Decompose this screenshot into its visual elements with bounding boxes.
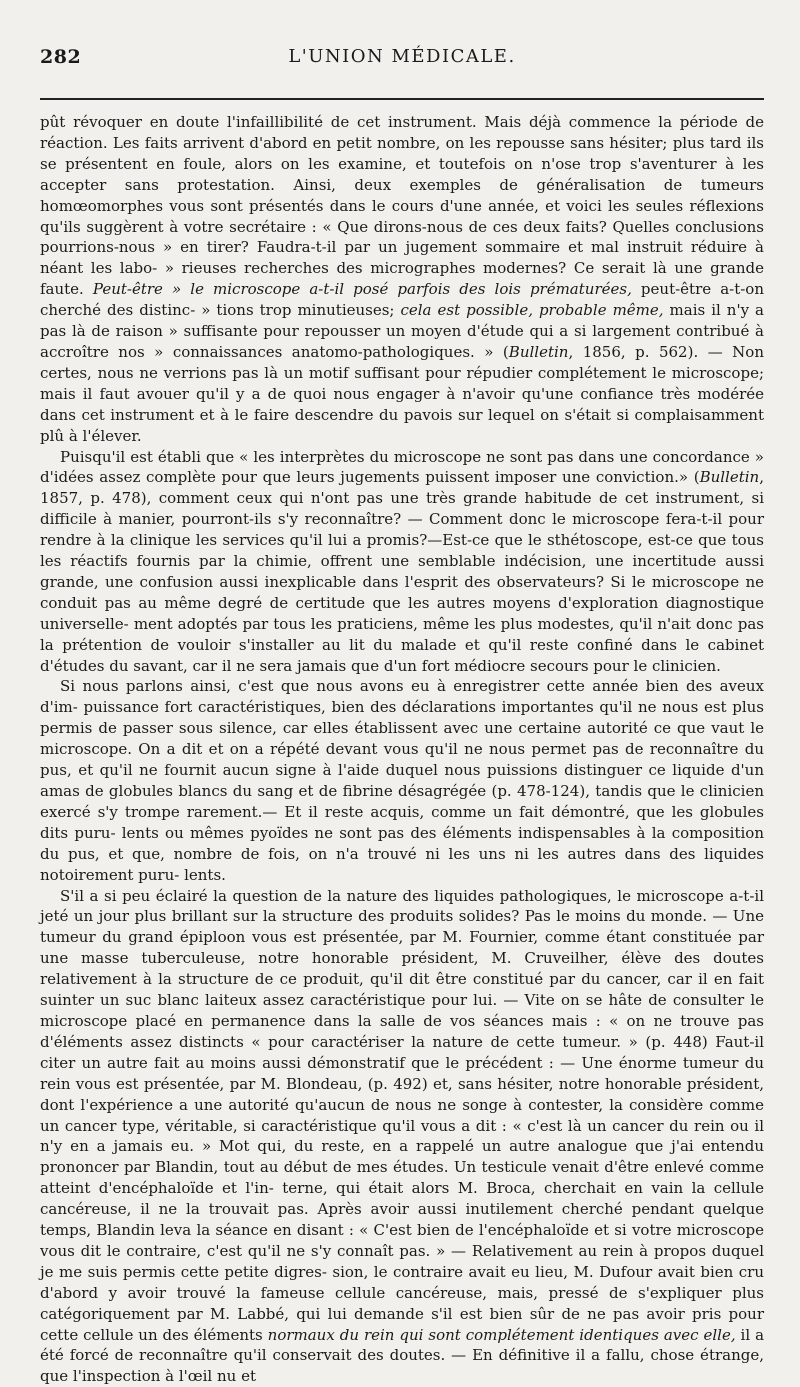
text-run: peut-être a-t-on cherché des distinc- » tions trop minutieuses; <box>40 280 764 320</box>
journal-title: L'UNION MÉDICALE. <box>288 46 516 67</box>
text-run: Puisqu'il est établi que « les interprètes du microscope ne sont pas dans une concordance » d'idées assez complète pour que leurs jugements puissent imposer une conviction.» ( <box>40 447 764 487</box>
page-number: 282 <box>40 46 82 68</box>
paragraph <box>40 447 764 677</box>
header-rule <box>40 98 764 100</box>
text-run: Si nous parlons ainsi, c'est que nous avons eu à enregistrer cette année bien des aveux d'im- puissance fort caractéristiques, bien des déclarations importantes qu'il ne nous est plus permis de passer sous silence, car elles établissent avec une certaine autorité ce que vaut le microscope. On a dit et on a répété devant vous qu'il ne nous permet pas de reconnaître du pus, et qu'il ne fournit aucun signe à l'aide duquel nous puissions distinguer ce liquide d'un amas de globules blancs du sang et de fibrine désagrégée (p. 478-124), tandis que le clinicien exercé s'y trompe rarement.— Et il reste acquis, comme un fait démontré, que les globules dits puru- lents ou mêmes pyoïdes ne sont pas des éléments indispensables à la composition du pus, et que, nombre de fois, on n'a trouvé ni les uns ni les autres dans des liquides notoirement puru- lents. <box>40 677 764 884</box>
article-body <box>40 112 764 1387</box>
paragraph <box>40 676 764 885</box>
italic-text: Bulletin <box>699 468 760 487</box>
italic-text: Peut-être » le microscope a-t-il posé parfois des lois prématurées, <box>92 280 632 299</box>
italic-text: Bulletin <box>508 342 569 361</box>
text-run: , 1856, p. 562). — Non certes, nous ne verrions pas là un motif suffisant pour répudier complétement le microscope; mais il faut avouer qu'il y a de quoi nous engager à n'avoir qu'une confiance très modérée dans cet instrument et à le faire descendre du pavois sur lequel on s'était si complaisamment plû à l'élever. <box>40 342 764 445</box>
running-head <box>40 28 764 68</box>
text-run: , 1857, p. 478), comment ceux qui n'ont pas une très grande habitude de cet instrument, si difficile à manier, pourront-ils s'y reconnaître? — Comment donc le microscope fera-t-il pour rendre à la clinique les services qu'il lui a promis?—Est-ce que le sthétoscope, est-ce que tous les réactifs fournis par la chimie, offrent une semblable indécision, une incertitude aussi grande, une confusion aussi inexplicable dans l'esprit des observateurs? Si le microscope ne conduit pas au même degré de certitude que les autres moyens d'exploration diagnostique universelle- ment adoptés par tous les praticiens, même les plus modestes, qu'il n'ait donc pas la prétention de vouloir s'installer au lit du malade et qu'il reste confiné dans le cabinet d'études du savant, car il ne sera jamais que d'un fort médiocre secours pour le clinicien. <box>40 468 764 675</box>
paragraph <box>40 886 764 1387</box>
text-run: mais il n'y a pas là de raison » suffisante pour repousser un moyen d'étude qui a si largement contribué à accroître nos » connaissances anatomo-pathologiques. » ( <box>40 301 764 361</box>
paragraph <box>40 112 764 447</box>
text-run: il a été forcé de reconnaître qu'il conservait des doutes. — En définitive il a fallu, chose étrange, que l'inspection à l'œil nu et <box>40 1325 765 1386</box>
text-run: pût révoquer en doute l'infaillibilité de cet instrument. Mais déjà commence la période de réaction. Les faits arrivent d'abord en petit nombre, on les repousse sans hésiter; plus tard ils se présentent en foule, alors on les examine, et toutefois on n'ose trop s'aventurer à les accepter sans protestation. Ainsi, deux exemples de généralisation de tumeurs homœomorphes vous sont présentés dans le cours d'une année, et voici les seules réflexions qu'ils suggèrent à votre secrétaire : « Que dirons-nous de ces deux faits? Quelles conclusions pourrions-nous » en tirer? Faudra-t-il par un jugement sommaire et mal instruit réduire à néant les labo- » rieuses recherches des micrographes modernes? Ce serait là une grande faute. <box>40 113 764 299</box>
italic-text: normaux du rein qui sont complétement identiques avec elle, <box>267 1325 736 1344</box>
italic-text: cela est possible, probable même, <box>400 301 664 320</box>
text-run: S'il a si peu éclairé la question de la nature des liquides pathologiques, le microscope a-t-il jeté un jour plus brillant sur la structure des produits solides? Pas le moins du monde. — Une tumeur du grand épiploon vous est présentée, par M. Fournier, comme étant constituée par une masse tuberculeuse, notre honorable président, M. Cruveilher, élève des doutes relativement à la structure de ce produit, qu'il dit être constitué par du cancer, car il en fait suinter un suc blanc laiteux assez caractéristique pour lui. — Vite on se hâte de consulter le microscope placé en permanence dans la salle de vos séances mais : « on ne trouve pas d'éléments assez distincts « pour caractériser la nature de cette tumeur. » (p. 448) Faut-il citer un autre fait au moins aussi démonstratif que le précédent : — Une énorme tumeur du rein vous est présentée, par M. Blondeau, (p. 492) et, sans hésiter, notre honorable président, dont l'expérience a une autorité qu'aucun de nous ne songe à contester, la considère comme un cancer type, véritable, si caractéristique qu'il vous a dit : « c'est là un cancer du rein ou il n'y en a jamais eu. » Mot qui, du reste, en a rappelé un autre analogue que j'ai entendu prononcer par Blandin, tout au début de mes études. Un testicule venait d'être enlevé comme atteint d'encéphaloïde et l'in- terne, qui était alors M. Broca, cherchait en vain la cellule cancéreuse, il ne la trouvait pas. Après avoir aussi inutilement cherché pendant quelque temps, Blandin leva la séance en disant : « C'est bien de l'encéphaloïde et si votre microscope vous dit le contraire, c'est qu'il ne s'y connaît pas. » — Relativement au rein à propos duquel je me suis permis cette petite digres- sion, le contraire avait eu lieu, M. Dufour avait bien cru d'abord y avoir trouvé la fameuse cellule cancéreuse, mais, pressé de s'expliquer plus catégoriquement par M. Labbé, qui lui demande s'il est bien sûr de ne pas avoir pris pour cette cellule un des éléments <box>40 886 764 1344</box>
